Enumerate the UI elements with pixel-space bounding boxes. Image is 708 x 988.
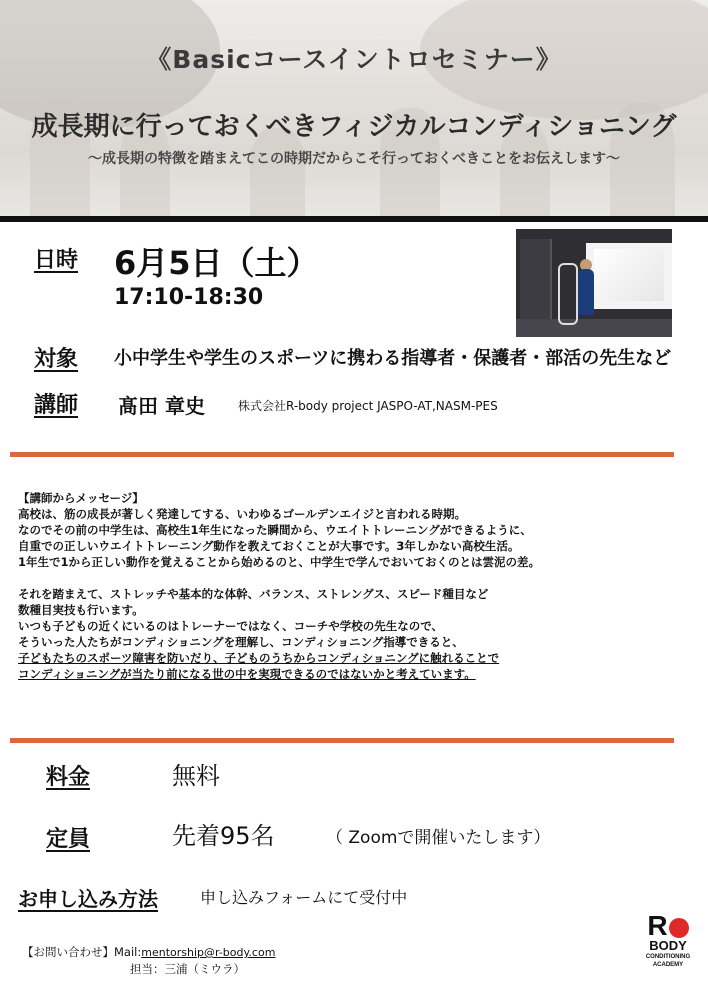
contact-email-link[interactable]: mentorship@r-body.com — [141, 946, 276, 959]
message-spacer — [18, 570, 688, 586]
message-line: 1年生で1から正しい動作を覚えることから始めるのと、中学生で学んでおいておくのとは雲泥の差。 — [18, 555, 540, 569]
logo-word: BODY — [649, 938, 687, 953]
photo-rack — [520, 239, 552, 319]
presenter — [578, 269, 594, 315]
capacity-label: 定員 — [46, 827, 91, 852]
logo-mark — [642, 910, 694, 941]
message-line: 自重での正しいウエイトトレーニング動作を教えておくことが大事です。3年しかない高校生活。 — [18, 539, 520, 553]
logo-line1: CONDITIONING — [645, 954, 691, 960]
logo-line2: ACADEMY — [652, 962, 684, 968]
message-line: いつも子どもの近くにいるのはトレーナーではなく、コーチや学校の先生なので、 — [18, 619, 444, 633]
target-label: 対象 — [34, 347, 79, 372]
lecturer-label: 講師 — [34, 393, 79, 418]
capacity-note: （ Zoomで開催いたします） — [326, 828, 551, 848]
fee-label: 料金 — [46, 765, 91, 790]
message-line: そういった人たちがコンディショニングを理解し、コンディショニング指導できると、 — [18, 635, 464, 649]
lecturer-name: 髙田 章史 — [118, 394, 205, 418]
apply-value: 申し込みフォームにて受付中 — [200, 888, 408, 907]
message-line: それを踏まえて、ストレッチや基本的な体幹、バランス、ストレングス、スピード種目など — [18, 587, 489, 601]
hero-banner — [0, 0, 708, 218]
main-title: 成長期に行っておくべきフィジカルコンディショニング — [31, 112, 677, 142]
date-label: 日時 — [34, 248, 79, 273]
message-line: 高校は、筋の成長が著しく発達してする、いわゆるゴールデンエイジと言われる時期。 — [18, 507, 467, 521]
r-body-logo — [642, 910, 694, 969]
message-line: なのでその前の中学生は、高校生1年生になった瞬間から、ウエイトトレーニングができるように、 — [18, 523, 532, 537]
date-value: 6月5日（土） — [114, 244, 319, 282]
message-underlined-line: 子どもたちのスポーツ障害を防いだり、子どものうちからコンディショニングに触れることで — [18, 651, 500, 665]
lecturer-message — [18, 490, 688, 682]
message-underlined-line: コンディショニングが当たり前になる世の中を実現できるのではないかと考えています。 — [18, 667, 476, 681]
time-value: 17:10-18:30 — [114, 285, 264, 310]
fee-value: 無料 — [172, 762, 220, 790]
course-title: 《Basicコースイントロセミナー》 — [146, 45, 562, 74]
header-divider — [0, 216, 708, 222]
message-line: 数種目実技も行います。 — [18, 603, 144, 617]
projector-screen-light — [594, 249, 664, 301]
section-divider — [10, 452, 674, 457]
lecturer-org: 株式会社R-body project JASPO-AT,NASM-PES — [238, 399, 498, 413]
logo-dot — [669, 918, 689, 938]
section-divider — [10, 738, 674, 743]
capacity-value: 先着95名 — [172, 822, 275, 850]
skeleton-model — [558, 263, 578, 325]
logo-letter: R — [647, 910, 668, 941]
message-heading: 【講師からメッセージ】 — [18, 491, 144, 505]
photo-floor — [516, 319, 672, 337]
subtitle: 〜成長期の特徴を踏まえてこの時期だからこそ行っておくべきことをお伝えします〜 — [88, 151, 620, 167]
contact-person: 担当：三浦（ミウラ） — [130, 962, 245, 976]
contact-prefix: 【お問い合わせ】Mail: — [22, 945, 142, 959]
apply-label: お申し込み方法 — [18, 887, 158, 911]
contact-line — [22, 944, 275, 960]
target-value: 小中学生や学生のスポーツに携わる指導者・保護者・部活の先生など — [114, 348, 672, 369]
seminar-photo — [516, 229, 672, 337]
